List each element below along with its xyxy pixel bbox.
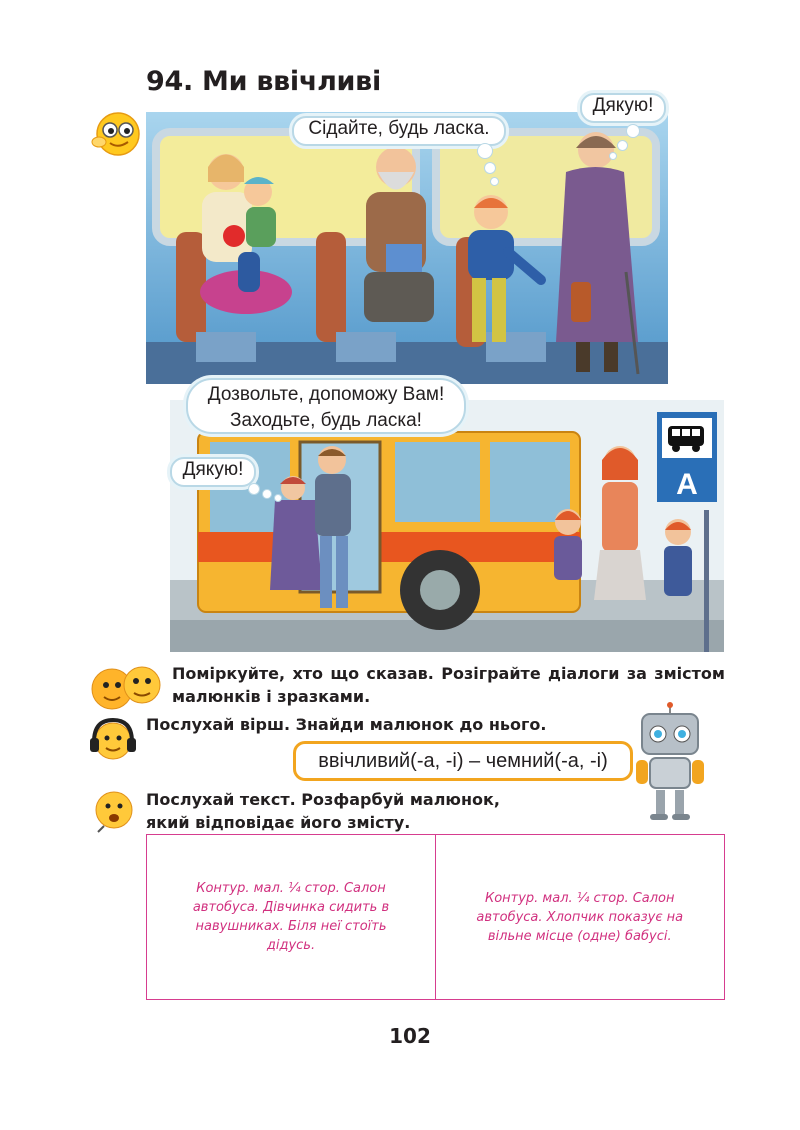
task-2-text: Послухай вірш. Знайди малюнок до нього.	[146, 715, 547, 734]
page-title: 94. Ми ввічливі	[146, 66, 381, 97]
bus-icon	[666, 424, 706, 454]
speaking-emoji-icon	[90, 788, 136, 834]
thinking-emoji-icon	[90, 108, 142, 158]
headphones-emoji-icon	[88, 716, 138, 762]
bus-exterior-illustration	[170, 400, 724, 652]
bus-stop-letter: A	[676, 468, 698, 501]
two-emojis-talking-icon	[88, 663, 166, 711]
page-number: 102	[389, 1024, 431, 1048]
speech-man-line-2: Заходьте, будь ласка!	[230, 410, 422, 431]
speech-bubble-grandma-1	[580, 93, 666, 123]
speech-bubble-man	[186, 378, 466, 434]
speech-man-line-1: Дозвольте, допоможу Вам!	[207, 384, 445, 405]
robot-icon	[628, 702, 712, 824]
speech-grandma-1-text: Дякую!	[592, 95, 654, 116]
task-3-line-2: який відповідає його змісту.	[146, 813, 411, 832]
placeholder-box-left	[146, 834, 436, 1000]
placeholder-left-text: Контур. мал. ¼ стор. Салон автобуса. Дівчинка сидить в навушниках. Біля неї стоїть дідусь.	[192, 881, 390, 953]
task-1-text: Поміркуйте, хто що сказав. Розіграйте діалоги за змістом малюнків і зразками.	[172, 664, 725, 706]
placeholder-box-right	[435, 834, 726, 1000]
speech-grandma-2-text: Дякую!	[182, 459, 244, 480]
bus-interior-illustration	[146, 112, 668, 384]
task-3-line-1: Послухай текст. Розфарбуй малюнок,	[146, 790, 500, 809]
speech-bubble-grandma-2	[170, 457, 256, 487]
speech-boy-text: Сідайте, будь ласка.	[308, 118, 490, 139]
speech-bubble-boy	[292, 116, 506, 146]
vocabulary-box: ввічливий(-а, -і) – чемний(-а, -і)	[293, 741, 633, 781]
placeholder-right-text: Контур. мал. ¼ стор. Салон автобуса. Хлопчик показує на вільне місце (одне) бабусі.	[476, 890, 684, 944]
